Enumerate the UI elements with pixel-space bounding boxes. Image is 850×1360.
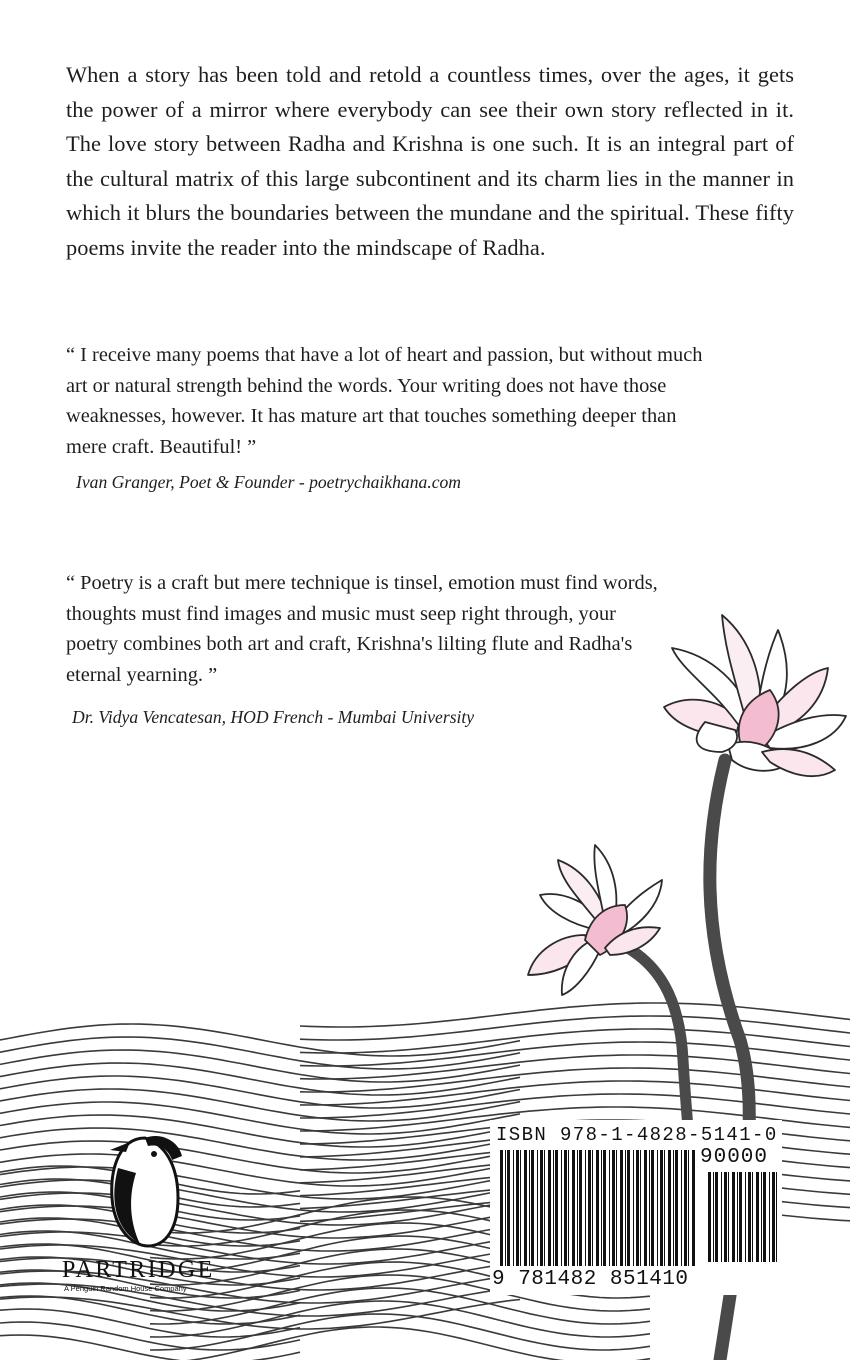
barcode-bar — [627, 1150, 630, 1266]
barcode-bar — [640, 1150, 641, 1266]
barcode-bar — [776, 1172, 777, 1262]
barcode-bar — [507, 1150, 510, 1266]
wave-line — [300, 1029, 850, 1053]
barcode-bar — [529, 1150, 530, 1266]
isbn-text: ISBN 978-1-4828-5141-0 — [496, 1124, 778, 1146]
barcode-bar — [636, 1150, 639, 1266]
barcode-bar — [668, 1150, 671, 1266]
barcode-bar — [561, 1150, 562, 1266]
barcode-bar — [684, 1150, 687, 1266]
barcode-bar — [649, 1150, 650, 1266]
barcode-bar — [609, 1150, 610, 1266]
barcode-bar — [688, 1150, 689, 1266]
barcode-bar — [616, 1150, 617, 1266]
barcode-bar — [548, 1150, 551, 1266]
barcode-bar — [564, 1150, 567, 1266]
barcode-bar — [553, 1150, 554, 1266]
partridge-bird-logo-icon — [100, 1128, 190, 1250]
wave-line — [0, 1115, 520, 1147]
lotus-large-icon — [664, 615, 846, 776]
barcode-bar — [664, 1150, 665, 1266]
barcode-bar — [752, 1172, 753, 1262]
testimonial-attribution-2: Dr. Vidya Vencatesan, HOD French - Mumbai University — [72, 707, 475, 727]
barcode-bar — [675, 1150, 678, 1266]
lotus-small-icon — [528, 845, 662, 995]
barcode-bar — [761, 1172, 762, 1262]
barcode-bar — [537, 1150, 538, 1266]
wave-line — [300, 1055, 850, 1079]
barcode-bar — [601, 1150, 602, 1266]
barcode-bar — [772, 1172, 775, 1262]
barcode-bar — [732, 1172, 735, 1262]
barcode-bar — [544, 1150, 545, 1266]
barcode-bar — [633, 1150, 634, 1266]
barcode-bar — [620, 1150, 623, 1266]
barcode-bar — [596, 1150, 599, 1266]
testimonial-quote-2: “ Poetry is a craft but mere technique is tinsel, emotion must find words, thoughts must find images and music must seep right through, your poetry combines both art and craft, Krishna's lilting flute and Radha's eternal yearning. ” — [66, 572, 658, 686]
barcode-bar — [516, 1150, 519, 1266]
wave-line — [300, 1094, 850, 1118]
barcode-bar — [505, 1150, 506, 1266]
barcode-bar — [715, 1172, 718, 1262]
barcode-bar — [524, 1150, 527, 1266]
wave-line — [300, 1081, 850, 1105]
barcode-bar — [603, 1150, 606, 1266]
barcode-digits: 9 781482 851410 — [492, 1268, 689, 1291]
barcode-bar — [721, 1172, 722, 1262]
barcode-bar — [588, 1150, 591, 1266]
barcode-bar — [745, 1172, 746, 1262]
testimonial-quote-1: “ I receive many poems that have a lot of heart and passion, but without much art or natural strength behind the words. Your writing does not have those weaknesses, however. It has mature art that touches something deeper than mere craft. Beautiful! ” — [66, 344, 703, 458]
barcode-bar — [763, 1172, 766, 1262]
barcode-bar — [520, 1150, 521, 1266]
isbn-barcode — [500, 1150, 700, 1268]
testimonial-attribution-1: Ivan Granger, Poet & Founder - poetrychaikhana.com — [76, 472, 462, 492]
barcode-bar — [769, 1172, 770, 1262]
barcode-bar — [644, 1150, 647, 1266]
barcode-bar — [651, 1150, 654, 1266]
barcode-bar — [681, 1150, 682, 1266]
publisher-tagline: A Penguin Random House Company — [64, 1284, 187, 1293]
barcode-bar — [555, 1150, 558, 1266]
barcode-bar — [692, 1150, 695, 1266]
barcode-bar — [748, 1172, 751, 1262]
barcode-bar — [513, 1150, 514, 1266]
barcode-bar — [579, 1150, 582, 1266]
wave-line — [150, 1327, 650, 1360]
wave-line — [300, 1068, 850, 1092]
price-barcode — [708, 1172, 780, 1264]
price-code: 90000 — [700, 1146, 769, 1169]
barcode-bar — [572, 1150, 575, 1266]
barcode-bar — [577, 1150, 578, 1266]
publisher-name: PARTRIDGE — [62, 1257, 215, 1283]
barcode-bar — [625, 1150, 626, 1266]
barcode-bar — [737, 1172, 738, 1262]
barcode-bar — [728, 1172, 729, 1262]
barcode-bar — [724, 1172, 727, 1262]
barcode-bar — [568, 1150, 569, 1266]
barcode-bar — [585, 1150, 586, 1266]
barcode-bar — [657, 1150, 658, 1266]
barcode-bar — [500, 1150, 503, 1266]
wave-line — [300, 1042, 850, 1066]
barcode-bar — [708, 1172, 711, 1262]
barcode-bar — [756, 1172, 759, 1262]
barcode-bar — [673, 1150, 674, 1266]
book-blurb: When a story has been told and retold a countless times, over the ages, it gets the power of a mirror where everybody can see their own story reflected in it. The love story between Radha and Krishna is one such. It is an integral part of the cultural matrix of this large subcontinent and its charm lies in the manner in which it blurs the boundaries between the mundane and the spiritual. These fifty poems invite the reader into the mindscape of Radha. — [66, 62, 794, 260]
barcode-bar — [531, 1150, 534, 1266]
barcode-bar — [540, 1150, 543, 1266]
barcode-bar — [592, 1150, 593, 1266]
barcode-bar — [660, 1150, 663, 1266]
barcode-bar — [612, 1150, 615, 1266]
barcode-bar — [739, 1172, 742, 1262]
barcode-bar — [713, 1172, 714, 1262]
